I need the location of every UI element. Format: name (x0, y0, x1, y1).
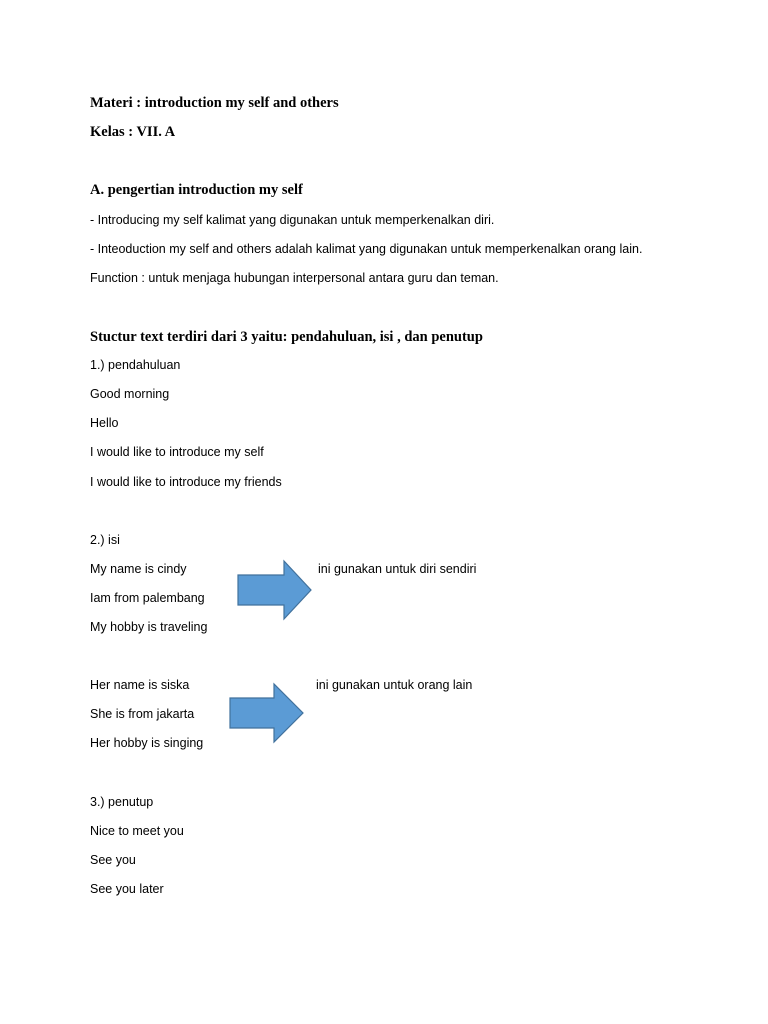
pendahuluan-line-2: Hello (90, 416, 119, 430)
isi-other-note: ini gunakan untuk orang lain (316, 678, 473, 692)
pendahuluan-line-4: I would like to introduce my friends (90, 475, 282, 489)
isi-self-line-1: My name is cindy (90, 562, 187, 576)
pendahuluan-line-1: Good morning (90, 387, 170, 401)
isi-label: 2.) isi (90, 533, 120, 547)
kelas-label: Kelas : VII. A (90, 124, 176, 140)
isi-self-line-2: Iam from palembang (90, 591, 205, 605)
isi-self-line-3: My hobby is traveling (90, 620, 208, 634)
penutup-line-2: See you (90, 853, 136, 867)
pendahuluan-line-3: I would like to introduce my self (90, 445, 264, 459)
isi-other-line-2: She is from jakarta (90, 707, 195, 721)
arrow-right-icon (236, 559, 314, 621)
isi-other-line-3: Her hobby is singing (90, 736, 204, 750)
penutup-label: 3.) penutup (90, 795, 154, 809)
isi-self-note: ini gunakan untuk diri sendiri (318, 562, 477, 576)
function-line: Function : untuk menjaga hubungan interpersonal antara guru dan teman. (90, 271, 499, 285)
penutup-line-1: Nice to meet you (90, 824, 184, 838)
structure-heading: Stuctur text terdiri dari 3 yaitu: pendahuluan, isi , dan penutup (90, 329, 483, 345)
definition-line-2: - Inteoduction my self and others adalah kalimat yang digunakan untuk memperkenalkan orang lain. (90, 242, 643, 256)
materi-title: Materi : introduction my self and others (90, 95, 339, 111)
definition-line-1: - Introducing my self kalimat yang digunakan untuk memperkenalkan diri. (90, 213, 495, 227)
section-a-heading: A. pengertian introduction my self (90, 182, 303, 198)
penutup-line-3: See you later (90, 882, 164, 896)
arrow-right-icon (228, 682, 306, 744)
isi-other-line-1: Her name is siska (90, 678, 190, 692)
pendahuluan-label: 1.) pendahuluan (90, 358, 181, 372)
